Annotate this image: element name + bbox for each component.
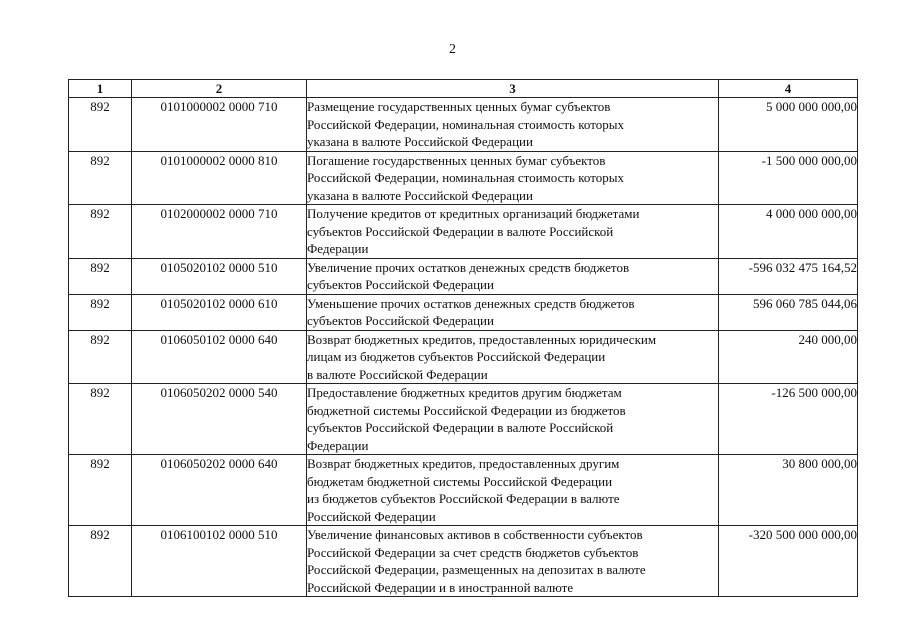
- description-cell: Погашение государственных ценных бумаг субъектов Российской Федерации, номинальная стоимость которых указана в валюте Российской Федерации: [307, 151, 719, 205]
- description-cell: Размещение государственных ценных бумаг субъектов Российской Федерации, номинальная стоимость которых указана в валюте Российской Федерации: [307, 98, 719, 152]
- classification-code-cell: 0105020102 0000 510: [132, 258, 307, 294]
- classification-code-cell: 0101000002 0000 710: [132, 98, 307, 152]
- header-row: [69, 80, 858, 98]
- admin-code-cell: 892: [69, 151, 132, 205]
- amount-cell: -126 500 000,00: [719, 384, 858, 455]
- description-cell: Предоставление бюджетных кредитов другим бюджетам бюджетной системы Российской Федерации из бюджетов субъектов Российской Федерации в валюте Российской Федерации: [307, 384, 719, 455]
- admin-code-cell: 892: [69, 205, 132, 259]
- amount-cell: 30 800 000,00: [719, 455, 858, 526]
- page-number: 2: [449, 42, 456, 57]
- admin-code-cell: 892: [69, 294, 132, 330]
- admin-code-cell: 892: [69, 526, 132, 597]
- classification-code-cell: 0105020102 0000 610: [132, 294, 307, 330]
- amount-cell: 240 000,00: [719, 330, 858, 384]
- table-row: [69, 151, 858, 205]
- table-row: [69, 330, 858, 384]
- amount-cell: -320 500 000 000,00: [719, 526, 858, 597]
- table-row: [69, 258, 858, 294]
- table-body: [69, 98, 858, 597]
- admin-code-cell: 892: [69, 330, 132, 384]
- table-row: [69, 526, 858, 597]
- classification-code-cell: 0106050202 0000 640: [132, 455, 307, 526]
- amount-cell: 4 000 000 000,00: [719, 205, 858, 259]
- table-row: [69, 384, 858, 455]
- description-cell: Получение кредитов от кредитных организаций бюджетами субъектов Российской Федерации в валюте Российской Федерации: [307, 205, 719, 259]
- amount-cell: -596 032 475 164,52: [719, 258, 858, 294]
- amount-cell: 596 060 785 044,06: [719, 294, 858, 330]
- classification-code-cell: 0106050102 0000 640: [132, 330, 307, 384]
- description-cell: Увеличение финансовых активов в собственности субъектов Российской Федерации за счет средств бюджетов субъектов Российской Федерации, размещенных на депозитах в валюте Российской Федерации и в иностранной валюте: [307, 526, 719, 597]
- admin-code-cell: 892: [69, 455, 132, 526]
- table-header: [69, 80, 858, 98]
- classification-code-cell: 0101000002 0000 810: [132, 151, 307, 205]
- classification-code-cell: 0102000002 0000 710: [132, 205, 307, 259]
- description-cell: Возврат бюджетных кредитов, предоставленных юридическим лицам из бюджетов субъектов Российской Федерации в валюте Российской Федерации: [307, 330, 719, 384]
- column-header-4: 4: [719, 80, 858, 98]
- column-header-2: 2: [132, 80, 307, 98]
- table-row: [69, 205, 858, 259]
- amount-cell: -1 500 000 000,00: [719, 151, 858, 205]
- table-row: [69, 98, 858, 152]
- budget-sources-table: [68, 79, 858, 597]
- admin-code-cell: 892: [69, 98, 132, 152]
- column-header-3: 3: [307, 80, 719, 98]
- classification-code-cell: 0106050202 0000 540: [132, 384, 307, 455]
- classification-code-cell: 0106100102 0000 510: [132, 526, 307, 597]
- admin-code-cell: 892: [69, 258, 132, 294]
- description-cell: Возврат бюджетных кредитов, предоставленных другим бюджетам бюджетной системы Российской Федерации из бюджетов субъектов Российской Федерации в валюте Российской Федерации: [307, 455, 719, 526]
- admin-code-cell: 892: [69, 384, 132, 455]
- column-header-1: 1: [69, 80, 132, 98]
- description-cell: Увеличение прочих остатков денежных средств бюджетов субъектов Российской Федерации: [307, 258, 719, 294]
- amount-cell: 5 000 000 000,00: [719, 98, 858, 152]
- table-row: [69, 294, 858, 330]
- description-cell: Уменьшение прочих остатков денежных средств бюджетов субъектов Российской Федерации: [307, 294, 719, 330]
- table-row: [69, 455, 858, 526]
